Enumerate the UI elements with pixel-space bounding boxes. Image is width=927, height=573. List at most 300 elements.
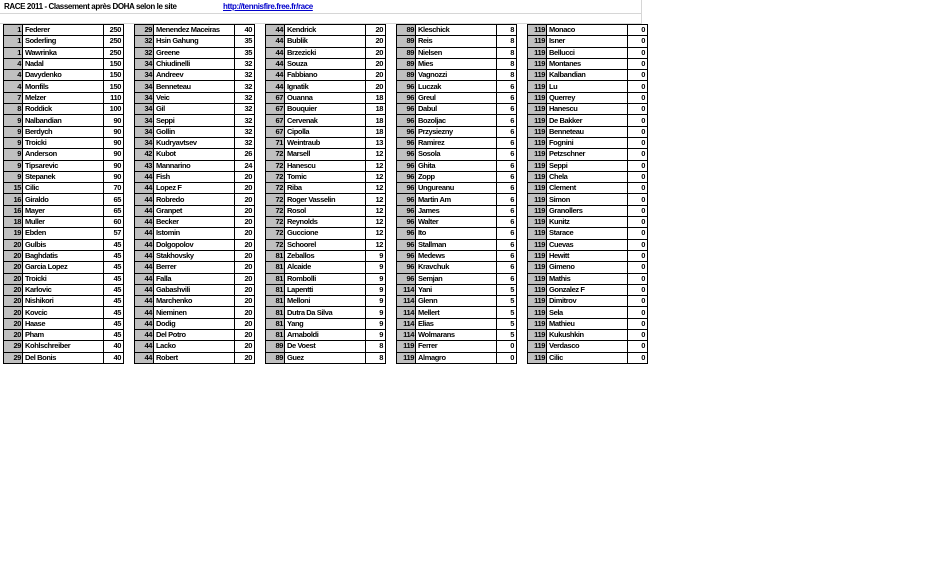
ranking-block-5 [527, 24, 648, 364]
points-cell: 45 [104, 239, 124, 250]
rank-cell: 34 [135, 92, 154, 103]
player-cell: Kunitz [547, 217, 628, 228]
rank-cell: 119 [528, 330, 547, 341]
player-cell: Dabul [416, 104, 497, 115]
points-cell: 9 [366, 318, 386, 329]
player-cell: Fish [154, 171, 235, 182]
points-cell: 6 [497, 228, 517, 239]
points-cell: 45 [104, 250, 124, 261]
rank-cell: 119 [528, 205, 547, 216]
player-cell: Mayer [23, 205, 104, 216]
table-row [266, 217, 386, 228]
rank-cell: 96 [397, 194, 416, 205]
rank-cell: 119 [528, 115, 547, 126]
rank-cell: 20 [4, 296, 23, 307]
points-cell: 6 [497, 217, 517, 228]
player-cell: Glenn [416, 296, 497, 307]
rank-cell: 119 [528, 194, 547, 205]
table-row [397, 92, 517, 103]
rank-cell: 67 [266, 115, 285, 126]
points-cell: 24 [235, 160, 255, 171]
points-cell: 20 [235, 318, 255, 329]
points-cell: 150 [104, 81, 124, 92]
points-cell: 12 [366, 228, 386, 239]
player-cell: Verdasco [547, 341, 628, 352]
points-cell: 250 [104, 47, 124, 58]
table-row [397, 70, 517, 81]
table-row [528, 70, 648, 81]
points-cell: 20 [366, 70, 386, 81]
rank-cell: 89 [397, 25, 416, 36]
table-row [528, 217, 648, 228]
rank-cell: 119 [528, 92, 547, 103]
table-row [4, 25, 124, 36]
points-cell: 12 [366, 183, 386, 194]
points-cell: 35 [235, 36, 255, 47]
table-row [4, 81, 124, 92]
rank-cell: 119 [528, 126, 547, 137]
points-cell: 20 [235, 341, 255, 352]
player-cell: Nielsen [416, 47, 497, 58]
table-row [266, 92, 386, 103]
table-row [135, 137, 255, 148]
player-cell: Mannarino [154, 160, 235, 171]
player-cell: Rosol [285, 205, 366, 216]
table-row [4, 217, 124, 228]
rank-cell: 96 [397, 228, 416, 239]
points-cell: 13 [366, 137, 386, 148]
rank-cell: 44 [135, 307, 154, 318]
table-row [528, 92, 648, 103]
player-cell: Yang [285, 318, 366, 329]
table-row [266, 318, 386, 329]
rank-cell: 20 [4, 250, 23, 261]
player-cell: Becker [154, 217, 235, 228]
player-cell: Garcia Lopez [23, 262, 104, 273]
table-row [397, 47, 517, 58]
player-cell: Ebden [23, 228, 104, 239]
table-row [135, 194, 255, 205]
player-cell: Haase [23, 318, 104, 329]
ranking-block-1 [3, 24, 124, 364]
table-row [397, 183, 517, 194]
points-cell: 12 [366, 149, 386, 160]
player-cell: Robredo [154, 194, 235, 205]
points-cell: 20 [235, 205, 255, 216]
player-cell: Baghdatis [23, 250, 104, 261]
player-cell: Kleschick [416, 25, 497, 36]
points-cell: 32 [235, 104, 255, 115]
points-cell: 110 [104, 92, 124, 103]
points-cell: 9 [366, 262, 386, 273]
rank-cell: 119 [528, 47, 547, 58]
points-cell: 65 [104, 194, 124, 205]
table-row [4, 104, 124, 115]
player-cell: Dolgopolov [154, 239, 235, 250]
player-cell: Troicki [23, 273, 104, 284]
table-row [528, 273, 648, 284]
table-row [135, 183, 255, 194]
rank-cell: 114 [397, 318, 416, 329]
rank-cell: 119 [528, 137, 547, 148]
points-cell: 45 [104, 307, 124, 318]
rank-cell: 20 [4, 273, 23, 284]
table-row [397, 194, 517, 205]
player-cell: Troicki [23, 137, 104, 148]
rank-cell: 32 [135, 47, 154, 58]
player-cell: Veic [154, 92, 235, 103]
table-row [266, 250, 386, 261]
rank-cell: 44 [135, 262, 154, 273]
rank-cell: 44 [135, 183, 154, 194]
table-row [397, 160, 517, 171]
table-row [528, 149, 648, 160]
rank-cell: 44 [266, 81, 285, 92]
player-cell: Lu [547, 81, 628, 92]
rank-cell: 119 [528, 183, 547, 194]
table-row [528, 25, 648, 36]
points-cell: 90 [104, 171, 124, 182]
table-row [528, 58, 648, 69]
table-row [397, 330, 517, 341]
table-row [266, 58, 386, 69]
table-row [266, 239, 386, 250]
points-cell: 20 [235, 183, 255, 194]
player-cell: Kendrick [285, 25, 366, 36]
rank-cell: 96 [397, 217, 416, 228]
table-row [528, 307, 648, 318]
table-row [135, 36, 255, 47]
sheet-title: RACE 2011 - Classement après DOHA selon le site [4, 2, 177, 11]
points-cell: 6 [497, 137, 517, 148]
player-cell: Mellert [416, 307, 497, 318]
points-cell: 8 [497, 47, 517, 58]
rank-cell: 96 [397, 81, 416, 92]
player-cell: Pham [23, 330, 104, 341]
table-row [4, 296, 124, 307]
rank-cell: 9 [4, 137, 23, 148]
table-row [266, 194, 386, 205]
player-cell: Nalbandian [23, 115, 104, 126]
points-cell: 150 [104, 70, 124, 81]
rank-cell: 114 [397, 307, 416, 318]
points-cell: 0 [628, 352, 648, 363]
rank-cell: 4 [4, 70, 23, 81]
points-cell: 0 [628, 25, 648, 36]
player-cell: Muller [23, 217, 104, 228]
points-cell: 0 [628, 296, 648, 307]
player-cell: Lacko [154, 341, 235, 352]
table-row [266, 115, 386, 126]
rank-cell: 119 [528, 81, 547, 92]
table-row [397, 81, 517, 92]
table-row [4, 352, 124, 363]
player-cell: Ramirez [416, 137, 497, 148]
points-cell: 12 [366, 205, 386, 216]
rank-cell: 119 [528, 318, 547, 329]
table-row [4, 92, 124, 103]
points-cell: 60 [104, 217, 124, 228]
points-cell: 20 [235, 250, 255, 261]
table-row [266, 205, 386, 216]
table-row [528, 341, 648, 352]
rank-cell: 44 [135, 228, 154, 239]
rank-cell: 96 [397, 126, 416, 137]
rank-cell: 72 [266, 183, 285, 194]
points-cell: 0 [628, 104, 648, 115]
player-cell: Ghita [416, 160, 497, 171]
rank-cell: 96 [397, 115, 416, 126]
points-cell: 45 [104, 330, 124, 341]
player-cell: Cervenak [285, 115, 366, 126]
table-row [4, 318, 124, 329]
player-cell: Anderson [23, 149, 104, 160]
player-cell: Chela [547, 171, 628, 182]
table-row [528, 228, 648, 239]
rank-cell: 44 [135, 239, 154, 250]
points-cell: 0 [628, 205, 648, 216]
rank-cell: 81 [266, 307, 285, 318]
points-cell: 250 [104, 36, 124, 47]
player-cell: Bublik [285, 36, 366, 47]
rank-cell: 119 [528, 296, 547, 307]
points-cell: 40 [104, 341, 124, 352]
player-cell: Marsell [285, 149, 366, 160]
rank-cell: 1 [4, 47, 23, 58]
table-row [528, 250, 648, 261]
player-cell: Sela [547, 307, 628, 318]
player-cell: Isner [547, 36, 628, 47]
rank-cell: 4 [4, 81, 23, 92]
rank-cell: 44 [135, 330, 154, 341]
table-row [135, 160, 255, 171]
rank-cell: 119 [528, 228, 547, 239]
table-row [397, 58, 517, 69]
player-cell: Medews [416, 250, 497, 261]
points-cell: 5 [497, 318, 517, 329]
player-cell: Melzer [23, 92, 104, 103]
player-cell: Querrey [547, 92, 628, 103]
points-cell: 0 [628, 194, 648, 205]
table-row [135, 217, 255, 228]
table-row [4, 171, 124, 182]
points-cell: 5 [497, 307, 517, 318]
player-cell: Mies [416, 58, 497, 69]
points-cell: 0 [628, 183, 648, 194]
rank-cell: 96 [397, 273, 416, 284]
player-cell: Alcaide [285, 262, 366, 273]
points-cell: 9 [366, 250, 386, 261]
player-cell: Cuevas [547, 239, 628, 250]
table-row [266, 228, 386, 239]
player-cell: Ouanna [285, 92, 366, 103]
rank-cell: 119 [528, 25, 547, 36]
rank-cell: 34 [135, 58, 154, 69]
table-row [528, 183, 648, 194]
player-cell: Walter [416, 217, 497, 228]
rank-cell: 34 [135, 126, 154, 137]
rank-cell: 7 [4, 92, 23, 103]
rank-cell: 114 [397, 284, 416, 295]
table-row [135, 92, 255, 103]
player-cell: Ungureanu [416, 183, 497, 194]
table-row [4, 262, 124, 273]
player-cell: Nishikori [23, 296, 104, 307]
table-row [397, 341, 517, 352]
player-cell: Cilic [23, 183, 104, 194]
table-row [266, 341, 386, 352]
player-cell: Gollin [154, 126, 235, 137]
table-row [4, 194, 124, 205]
rank-cell: 119 [528, 307, 547, 318]
player-cell: James [416, 205, 497, 216]
table-row [135, 262, 255, 273]
ranking-block-3 [265, 24, 386, 364]
table-row [4, 183, 124, 194]
rank-cell: 9 [4, 171, 23, 182]
table-row [266, 284, 386, 295]
table-row [4, 273, 124, 284]
player-cell: Giraldo [23, 194, 104, 205]
rank-cell: 72 [266, 171, 285, 182]
player-cell: Semjan [416, 273, 497, 284]
table-row [397, 228, 517, 239]
player-cell: Granpet [154, 205, 235, 216]
player-cell: Bozoljac [416, 115, 497, 126]
points-cell: 8 [497, 25, 517, 36]
rank-cell: 44 [266, 36, 285, 47]
rank-cell: 1 [4, 25, 23, 36]
rank-cell: 81 [266, 262, 285, 273]
points-cell: 9 [366, 296, 386, 307]
table-row [528, 81, 648, 92]
points-cell: 20 [235, 273, 255, 284]
table-row [528, 262, 648, 273]
player-cell: Lopez F [154, 183, 235, 194]
rank-cell: 81 [266, 330, 285, 341]
table-row [528, 171, 648, 182]
rank-cell: 89 [397, 47, 416, 58]
rank-cell: 16 [4, 194, 23, 205]
player-cell: Hanescu [285, 160, 366, 171]
points-cell: 26 [235, 149, 255, 160]
points-cell: 6 [497, 104, 517, 115]
rank-cell: 89 [266, 352, 285, 363]
player-cell: Zopp [416, 171, 497, 182]
rank-cell: 20 [4, 262, 23, 273]
rank-cell: 119 [528, 58, 547, 69]
table-row [397, 284, 517, 295]
rank-cell: 119 [528, 149, 547, 160]
player-cell: Cilic [547, 352, 628, 363]
table-row [4, 160, 124, 171]
table-row [528, 330, 648, 341]
rank-cell: 72 [266, 194, 285, 205]
player-cell: Benneteau [154, 81, 235, 92]
player-cell: Zeballos [285, 250, 366, 261]
rank-cell: 96 [397, 104, 416, 115]
table-row [135, 70, 255, 81]
table-row [135, 115, 255, 126]
player-cell: Tipsarevic [23, 160, 104, 171]
player-cell: Kubot [154, 149, 235, 160]
player-cell: Martin Am [416, 194, 497, 205]
table-row [266, 330, 386, 341]
player-cell: Nieminen [154, 307, 235, 318]
player-cell: Kovcic [23, 307, 104, 318]
table-row [266, 137, 386, 148]
player-cell: Lapentti [285, 284, 366, 295]
table-row [4, 58, 124, 69]
player-cell: Wolmarans [416, 330, 497, 341]
rank-cell: 44 [135, 296, 154, 307]
points-cell: 5 [497, 284, 517, 295]
points-cell: 6 [497, 239, 517, 250]
player-cell: Stallman [416, 239, 497, 250]
rank-cell: 81 [266, 318, 285, 329]
rank-cell: 9 [4, 115, 23, 126]
table-row [528, 239, 648, 250]
points-cell: 40 [235, 25, 255, 36]
rank-cell: 96 [397, 137, 416, 148]
table-row [397, 115, 517, 126]
player-cell: Gil [154, 104, 235, 115]
table-row [135, 228, 255, 239]
player-cell: Arnaboldi [285, 330, 366, 341]
rank-cell: 119 [528, 352, 547, 363]
player-cell: Tomic [285, 171, 366, 182]
points-cell: 6 [497, 205, 517, 216]
player-cell: Gonzalez F [547, 284, 628, 295]
points-cell: 18 [366, 104, 386, 115]
points-cell: 12 [366, 239, 386, 250]
points-cell: 0 [628, 58, 648, 69]
table-row [135, 104, 255, 115]
table-row [135, 149, 255, 160]
table-row [528, 194, 648, 205]
player-cell: Hanescu [547, 104, 628, 115]
points-cell: 12 [366, 160, 386, 171]
rank-cell: 67 [266, 126, 285, 137]
table-row [397, 318, 517, 329]
points-cell: 8 [366, 352, 386, 363]
table-row [4, 115, 124, 126]
points-cell: 5 [497, 330, 517, 341]
table-row [4, 284, 124, 295]
table-row [528, 318, 648, 329]
points-cell: 0 [628, 171, 648, 182]
player-cell: Fognini [547, 137, 628, 148]
rank-cell: 119 [528, 104, 547, 115]
source-link[interactable]: http://tennisfire.free.fr/race [223, 2, 313, 11]
table-row [135, 126, 255, 137]
rank-cell: 119 [528, 341, 547, 352]
points-cell: 57 [104, 228, 124, 239]
rank-cell: 44 [266, 25, 285, 36]
player-cell: Stepanek [23, 171, 104, 182]
points-cell: 9 [366, 307, 386, 318]
player-cell: Seppi [154, 115, 235, 126]
rank-cell: 20 [4, 330, 23, 341]
points-cell: 0 [628, 239, 648, 250]
table-row [4, 47, 124, 58]
player-cell: Andreev [154, 70, 235, 81]
points-cell: 32 [235, 92, 255, 103]
player-cell: Monfils [23, 81, 104, 92]
points-cell: 12 [366, 217, 386, 228]
rank-cell: 34 [135, 115, 154, 126]
points-cell: 20 [235, 171, 255, 182]
